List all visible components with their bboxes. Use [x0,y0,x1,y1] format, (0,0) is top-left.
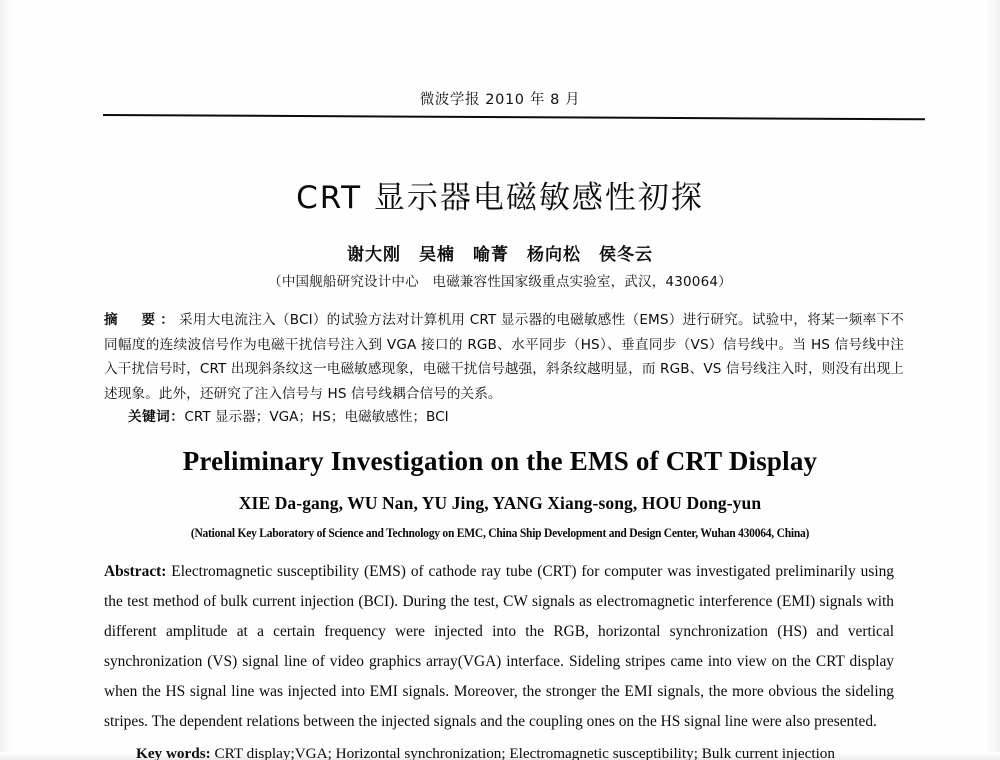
chinese-title: CRT 显示器电磁敏感性初探 [296,180,704,216]
english-keywords-label: Key words: [136,745,211,760]
chinese-keywords-text: CRT 显示器；VGA；HS；电磁敏感性；BCI [184,409,449,425]
chinese-abstract-label: 摘 要： [104,312,179,328]
english-author-list: XIE Da-gang, WU Nan, YU Jing, YANG Xiang-song, HOU Dong-yun [238,493,762,513]
chinese-author-list: 谢大刚 吴楠 喻菁 杨向松 侯冬云 [347,245,653,265]
chinese-abstract-text: 采用大电流注入（BCI）的试验方法对计算机用 CRT 显示器的电磁敏感性（EMS）进行研究。试验中，将某一频率下不同幅度的连续波信号作为电磁干扰信号注入到 VGA 接口的 RGB、水平同步（HS）、垂直同步（VS）信号线中。当 HS 信号线中注入干扰信号时，CRT 出现斜条纹这一电磁敏感现象，电磁干扰信号越强，斜条纹越明显，而 RGB、VS 信号线注入时，则没有出现上述现象。此外，还研究了注入信号与 HS 信号线耦合信号的关系。 [104,312,905,402]
header-divider-rule [103,114,925,120]
chinese-keywords-label: 关键词： [128,409,185,425]
english-abstract-text: Electromagnetic susceptibility (EMS) of cathode ray tube (CRT) for computer was investigated preliminarily using the test method of bulk current injection (BCI). During the test, CW signals as electromagnetic interference (EMI) signals with different amplitude at a certain frequency were injected into the RGB, horizontal synchronization (HS) and vertical synchronization (VS) signal line of video graphics array(VGA) interface. Sideling stripes came into view on the CRT display when the HS signal line was injected into EMI signals. Moreover, the stronger the EMI signals, the more obvious the sideling stripes. The dependent relations between the injected signals and the coupling ones on the HS signal line were also presented. [104,563,894,730]
running-head: 微波学报 2010 年 8 月 [419,92,581,108]
english-abstract [104,557,894,737]
page-edge-shadow-right [984,0,1000,760]
english-abstract-label: Abstract: [104,563,167,580]
chinese-affiliation: （中国舰船研究设计中心 电磁兼容性国家级重点实验室，武汉，430064） [268,274,732,290]
chinese-abstract [104,308,904,406]
english-keywords [136,740,916,760]
chinese-keywords [128,406,908,428]
english-affiliation: (National Key Laboratory of Science and Technology on EMC, China Ship Development and Design Center, Wuhan 430064, China) [190,526,810,540]
english-title: Preliminary Investigation on the EMS of CRT Display [182,446,818,476]
page-edge-shadow-left [0,0,14,760]
english-keywords-text: CRT display;VGA; Horizontal synchronization; Electromagnetic susceptibility; Bulk current injection [210,745,835,760]
